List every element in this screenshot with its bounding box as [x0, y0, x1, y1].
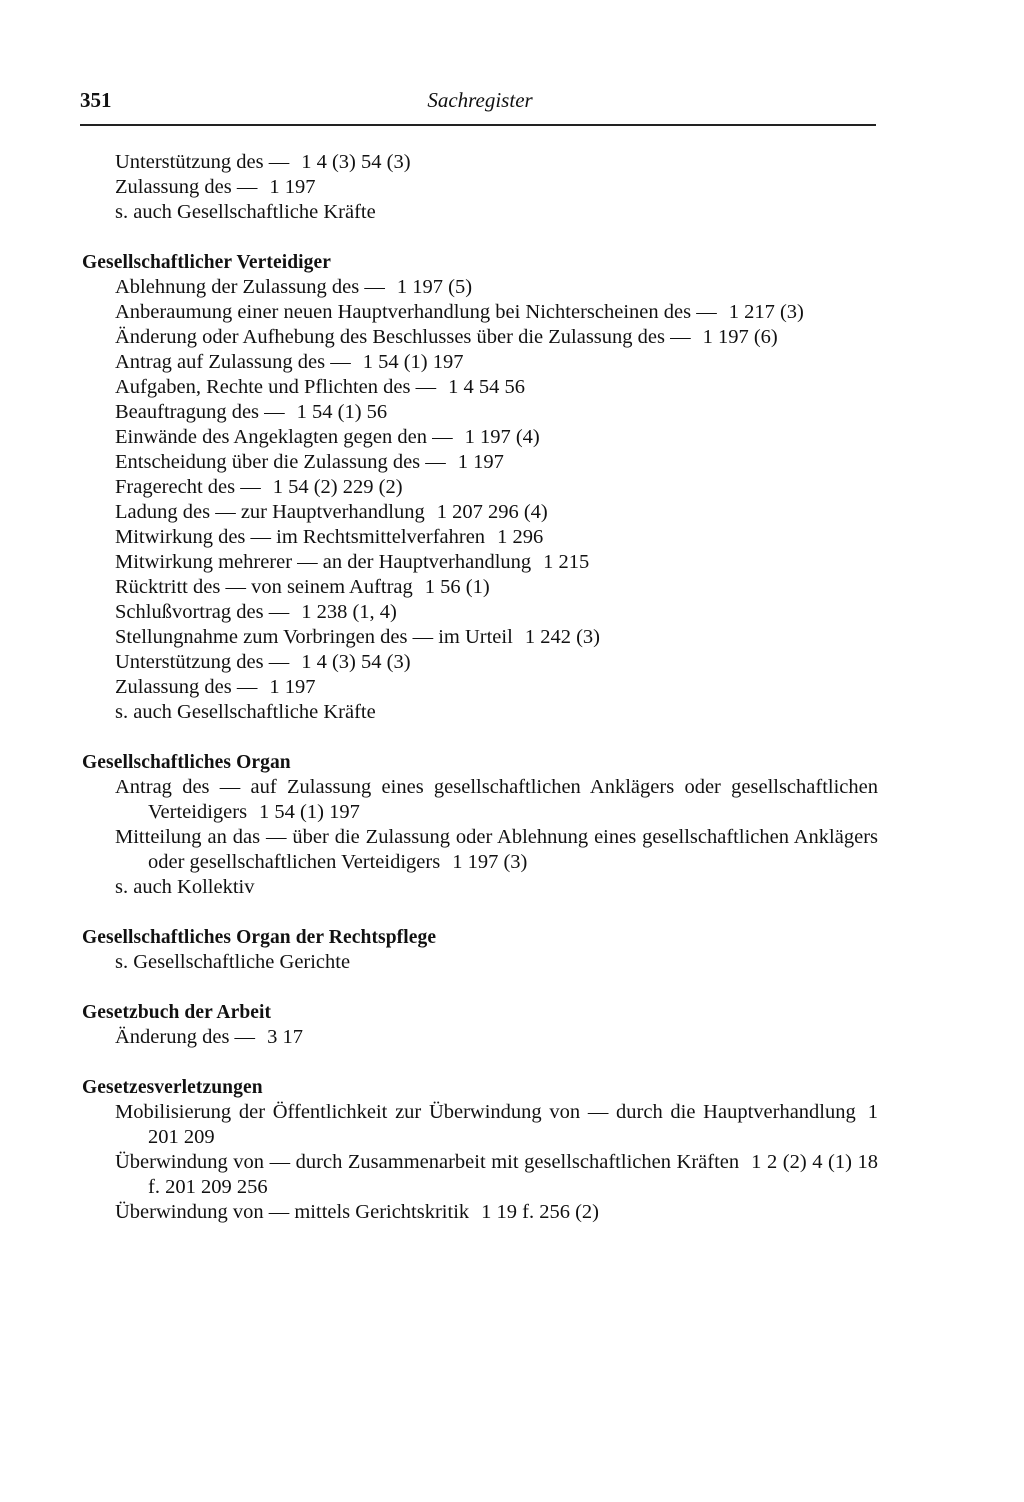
- index-entry: Mobilisierung der Öffentlichkeit zur Überwindung von — durch die Hauptverhandlung 1 201 209: [115, 1101, 878, 1148]
- index-entry: Änderung des — 3 17: [115, 1026, 303, 1048]
- index-entry: Änderung oder Aufhebung des Beschlusses über die Zulassung des — 1 197 (6): [115, 326, 778, 348]
- section-gesetzbuch-der-arbeit: [82, 1000, 878, 1050]
- header-rule: [80, 124, 876, 126]
- index-entry: Unterstützung des — 1 4 (3) 54 (3): [115, 151, 411, 173]
- index-entry: Überwindung von — durch Zusammenarbeit mit gesellschaftlichen Kräften 1 2 (2) 4 (1) 18 f. 201 209 256: [115, 1151, 879, 1198]
- section-heading: Gesetzesverletzungen: [82, 1077, 263, 1098]
- index-entry: Mitwirkung mehrerer — an der Hauptverhandlung 1 215: [115, 551, 590, 573]
- index-entry: s. auch Gesellschaftliche Kräfte: [115, 701, 376, 723]
- running-title: Sachregister: [427, 88, 533, 112]
- section-heading: Gesellschaftlicher Verteidiger: [82, 252, 332, 273]
- index-entry: s. Gesellschaftliche Gerichte: [115, 951, 351, 973]
- section-gesetzesverletzungen: [82, 1075, 878, 1225]
- page-number: 351: [80, 88, 112, 112]
- index-entry: Mitteilung an das — über die Zulassung oder Ablehnung eines gesellschaftlichen Anklägers oder gesellschaftlichen Verteidigers 1 197 (3): [115, 826, 878, 873]
- index-entry: Stellungnahme zum Vorbringen des — im Urteil 1 242 (3): [115, 626, 600, 648]
- section-gesellschaftlicher-verteidiger: [82, 250, 878, 725]
- index-entry: Antrag des — auf Zulassung eines gesellschaftlichen Anklägers oder gesellschaftlichen Verteidigers 1 54 (1) 197: [115, 776, 878, 823]
- index-entry: s. auch Gesellschaftliche Kräfte: [115, 201, 376, 223]
- section-gesellschaftliches-organ: [82, 750, 878, 900]
- index-entry: Schlußvortrag des — 1 238 (1, 4): [115, 601, 397, 623]
- continuation-group: [82, 150, 878, 225]
- index-entry: Zulassung des — 1 197: [115, 676, 316, 698]
- index-entry: Antrag auf Zulassung des — 1 54 (1) 197: [115, 351, 464, 373]
- index-entry: s. auch Kollektiv: [115, 876, 255, 898]
- index-entry: Überwindung von — mittels Gerichtskritik 1 19 f. 256 (2): [115, 1201, 600, 1223]
- index-entry: Anberaumung einer neuen Hauptverhandlung bei Nichterscheinen des — 1 217 (3): [115, 301, 804, 323]
- index-entry: Einwände des Angeklagten gegen den — 1 197 (4): [115, 426, 540, 448]
- index-entry: Entscheidung über die Zulassung des — 1 197: [115, 451, 504, 473]
- section-heading: Gesellschaftliches Organ: [82, 752, 291, 773]
- section-heading: Gesetzbuch der Arbeit: [82, 1002, 272, 1023]
- index-entry: Unterstützung des — 1 4 (3) 54 (3): [115, 651, 411, 673]
- index-content: [82, 150, 878, 1225]
- index-entry: Mitwirkung des — im Rechtsmittelverfahren 1 296: [115, 526, 544, 548]
- index-entry: Ablehnung der Zulassung des — 1 197 (5): [115, 276, 473, 298]
- index-entry: Rücktritt des — von seinem Auftrag 1 56 (1): [115, 576, 490, 598]
- index-entry: Fragerecht des — 1 54 (2) 229 (2): [115, 476, 403, 498]
- index-entry: Zulassung des — 1 197: [115, 176, 316, 198]
- section-organ-der-rechtspflege: [82, 925, 878, 975]
- section-heading: Gesellschaftliches Organ der Rechtspflege: [82, 927, 437, 948]
- index-entry: Beauftragung des — 1 54 (1) 56: [115, 401, 388, 423]
- index-entry: Aufgaben, Rechte und Pflichten des — 1 4 54 56: [115, 376, 525, 398]
- index-entry: Ladung des — zur Hauptverhandlung 1 207 296 (4): [115, 501, 548, 523]
